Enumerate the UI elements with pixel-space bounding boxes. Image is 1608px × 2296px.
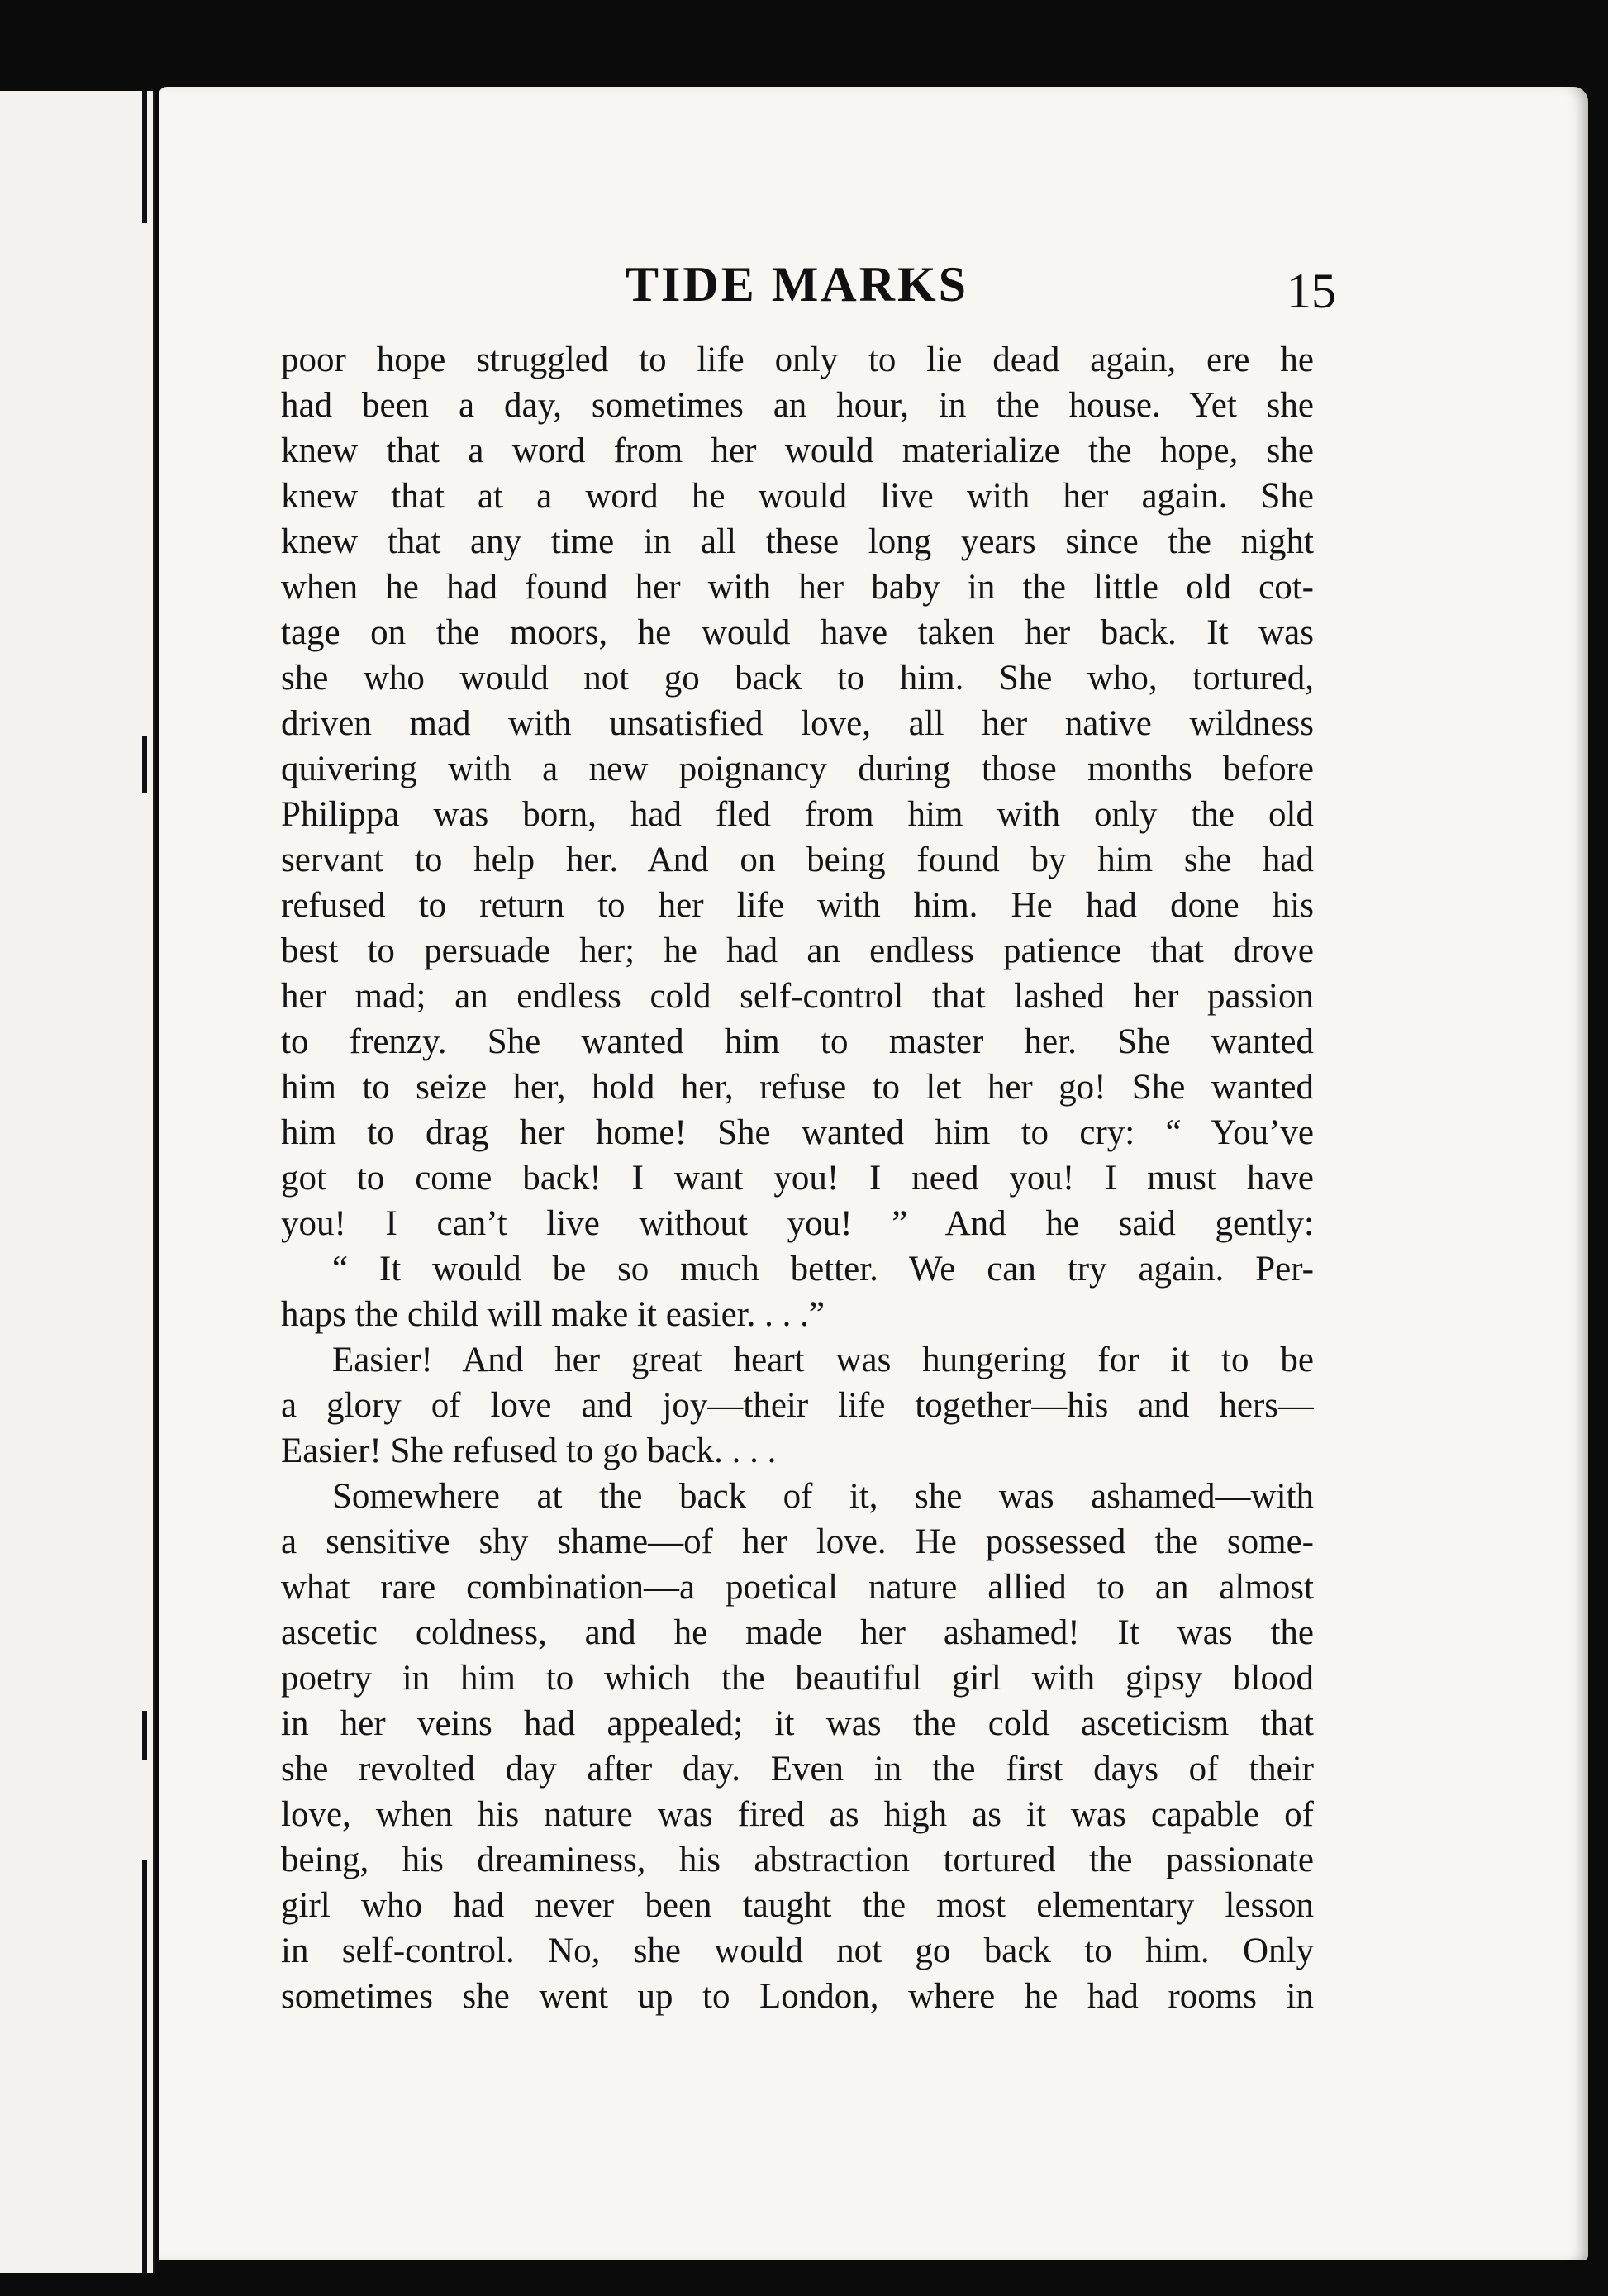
text-line: knew that any time in all these long years since the night: [281, 522, 1314, 561]
body-text: [281, 337, 1314, 2019]
text-line: Somewhere at the back of it, she was ashamed—with: [332, 1477, 1314, 1516]
text-line: you! I can’t live without you! ” And he said gently:: [281, 1204, 1314, 1243]
text-line: being, his dreaminess, his abstraction tortured the passionate: [281, 1841, 1314, 1879]
text-line: Easier! And her great heart was hungering for it to be: [332, 1341, 1314, 1379]
text-line: got to come back! I want you! I need you! I must have: [281, 1159, 1314, 1198]
text-line: in self-control. No, she would not go back to him. Only: [281, 1932, 1314, 1970]
text-line: servant to help her. And on being found by him she had: [281, 841, 1314, 879]
text-line: best to persuade her; he had an endless patience that drove: [281, 931, 1314, 970]
previous-page-edge: [0, 91, 155, 2273]
running-head: [159, 256, 1588, 322]
text-line: quivering with a new poignancy during those months before: [281, 750, 1314, 788]
text-line: poor hope struggled to life only to lie dead again, ere he: [281, 341, 1314, 379]
text-line: girl who had never been taught the most elementary lesson: [281, 1886, 1314, 1925]
page-edge-mark: [142, 91, 147, 223]
text-line: ascetic coldness, and he made her ashamed! It was the: [281, 1613, 1314, 1652]
text-line: Philippa was born, had fled from him with only the old: [281, 795, 1314, 834]
text-line: him to seize her, hold her, refuse to let her go! She wanted: [281, 1068, 1314, 1107]
text-line: had been a day, sometimes an hour, in the house. Yet she: [281, 386, 1314, 425]
text-line: she who would not go back to him. She who, tortured,: [281, 659, 1314, 698]
text-line: love, when his nature was fired as high as it was capable of: [281, 1795, 1314, 1834]
text-line: driven mad with unsatisfied love, all her native wildness: [281, 704, 1314, 743]
text-line: knew that at a word he would live with her again. She: [281, 477, 1314, 516]
text-line: in her veins had appealed; it was the cold asceticism that: [281, 1704, 1314, 1743]
book-page: [159, 87, 1588, 2260]
text-line: Easier! She refused to go back. . . .: [281, 1431, 777, 1470]
text-line: her mad; an endless cold self-control that lashed her passion: [281, 977, 1314, 1016]
text-line: refused to return to her life with him. He had done his: [281, 886, 1314, 925]
text-line: to frenzy. She wanted him to master her. She wanted: [281, 1022, 1314, 1061]
page-edge-mark: [142, 736, 147, 793]
text-line: “ It would be so much better. We can try again. Per-: [332, 1250, 1314, 1289]
page-edge-mark: [142, 1860, 147, 2273]
page-number: 15: [1287, 264, 1336, 318]
text-line: poetry in him to which the beautiful girl with gipsy blood: [281, 1659, 1314, 1698]
text-line: she revolted day after day. Even in the first days of their: [281, 1750, 1314, 1789]
text-line: knew that a word from her would materialize the hope, she: [281, 431, 1314, 470]
running-title: TIDE MARKS: [626, 257, 969, 312]
text-line: him to drag her home! She wanted him to cry: “ You’ve: [281, 1113, 1314, 1152]
text-line: when he had found her with her baby in the little old cot-: [281, 568, 1314, 607]
text-line: sometimes she went up to London, where he had rooms in: [281, 1977, 1314, 2016]
text-line: a sensitive shy shame—of her love. He possessed the some-: [281, 1522, 1314, 1561]
text-line: haps the child will make it easier. . . .”: [281, 1295, 825, 1334]
text-line: tage on the moors, he would have taken her back. It was: [281, 613, 1314, 652]
text-line: what rare combination—a poetical nature allied to an almost: [281, 1568, 1314, 1607]
page-edge-mark: [142, 1711, 147, 1760]
text-line: a glory of love and joy—their life together—his and hers—: [281, 1386, 1314, 1425]
